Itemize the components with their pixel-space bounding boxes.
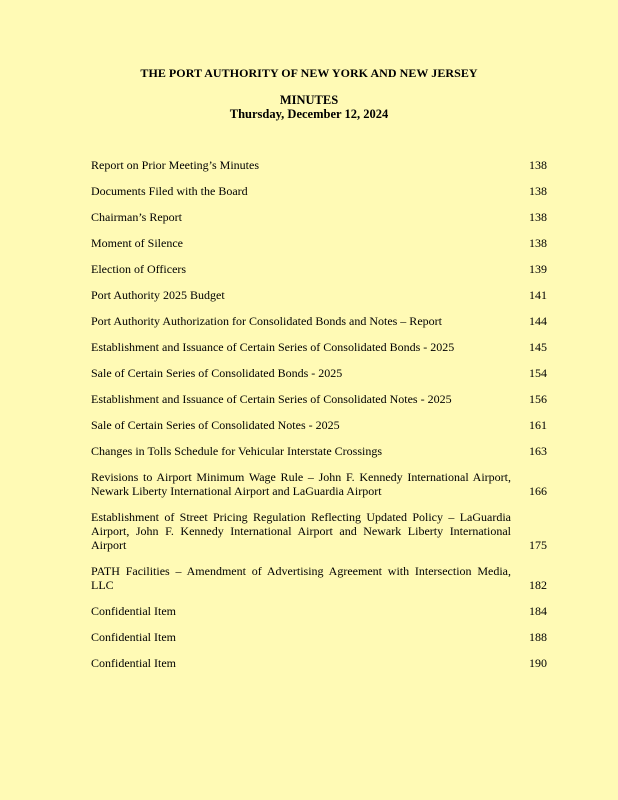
toc-entry-title: Chairman’s Report [91, 210, 182, 224]
toc-entry [91, 288, 547, 302]
toc-entry [91, 184, 547, 198]
toc-entry-page: 156 [529, 392, 547, 406]
toc-entry [91, 158, 547, 172]
toc-entry-page: 139 [529, 262, 547, 276]
toc-entry-title: Confidential Item [91, 630, 176, 644]
toc-entry-title: PATH Facilities – Amendment of Advertising Agreement with Intersection Media, LLC [91, 564, 511, 592]
toc-entry-page: 145 [529, 340, 547, 354]
toc-entry [91, 262, 547, 276]
toc-entry-title: Changes in Tolls Schedule for Vehicular Interstate Crossings [91, 444, 382, 458]
toc-entry-title: Confidential Item [91, 604, 176, 618]
toc-entry [91, 340, 547, 354]
toc-entry-title: Documents Filed with the Board [91, 184, 248, 198]
toc-entry-page: 163 [529, 444, 547, 458]
toc-entry-title: Establishment and Issuance of Certain Series of Consolidated Bonds - 2025 [91, 340, 455, 354]
toc-entry-title: Sale of Certain Series of Consolidated Notes - 2025 [91, 418, 340, 432]
toc-entry-title: Port Authority 2025 Budget [91, 288, 225, 302]
toc-entry [91, 392, 547, 406]
toc-entry [91, 564, 547, 592]
toc-entry [91, 418, 547, 432]
toc-entry-title: Port Authority Authorization for Consolidated Bonds and Notes – Report [91, 314, 442, 328]
toc-entry [91, 236, 547, 250]
toc-entry-page: 188 [529, 630, 547, 644]
toc-entry-title: Sale of Certain Series of Consolidated Bonds - 2025 [91, 366, 343, 380]
toc-entry-page: 154 [529, 366, 547, 380]
table-of-contents [91, 158, 547, 682]
toc-entry-page: 138 [529, 184, 547, 198]
toc-entry [91, 366, 547, 380]
toc-entry-page: 161 [529, 418, 547, 432]
toc-entry-page: 175 [529, 538, 547, 552]
document-heading: MINUTES [279, 93, 339, 107]
toc-entry-page: 141 [529, 288, 547, 302]
toc-entry [91, 656, 547, 670]
toc-entry-page: 166 [529, 484, 547, 498]
toc-entry-page: 138 [529, 236, 547, 250]
toc-entry-title: Revisions to Airport Minimum Wage Rule – John F. Kennedy International Airport, Newark Liberty International Airport and LaGuardia Airport [91, 470, 511, 498]
toc-entry [91, 470, 547, 498]
toc-entry [91, 604, 547, 618]
toc-entry [91, 314, 547, 328]
toc-entry-title: Establishment of Street Pricing Regulation Reflecting Updated Policy – LaGuardia Airport, John F. Kennedy International Airport and Newark Liberty International Airport [91, 510, 511, 552]
toc-entry-page: 138 [529, 158, 547, 172]
toc-entry-page: 184 [529, 604, 547, 618]
toc-entry-title: Election of Officers [91, 262, 187, 276]
toc-entry-page: 138 [529, 210, 547, 224]
toc-entry-page: 144 [529, 314, 547, 328]
toc-entry-title: Report on Prior Meeting’s Minutes [91, 158, 259, 172]
organization-title: THE PORT AUTHORITY OF NEW YORK AND NEW JERSEY [140, 66, 478, 80]
toc-entry-page: 190 [529, 656, 547, 670]
toc-entry-page: 182 [529, 578, 547, 592]
toc-entry-title: Confidential Item [91, 656, 176, 670]
toc-entry-title: Moment of Silence [91, 236, 183, 250]
meeting-date: Thursday, December 12, 2024 [229, 107, 389, 121]
toc-entry [91, 210, 547, 224]
toc-entry [91, 630, 547, 644]
toc-entry-title: Establishment and Issuance of Certain Series of Consolidated Notes - 2025 [91, 392, 452, 406]
toc-entry [91, 444, 547, 458]
toc-entry [91, 510, 547, 552]
